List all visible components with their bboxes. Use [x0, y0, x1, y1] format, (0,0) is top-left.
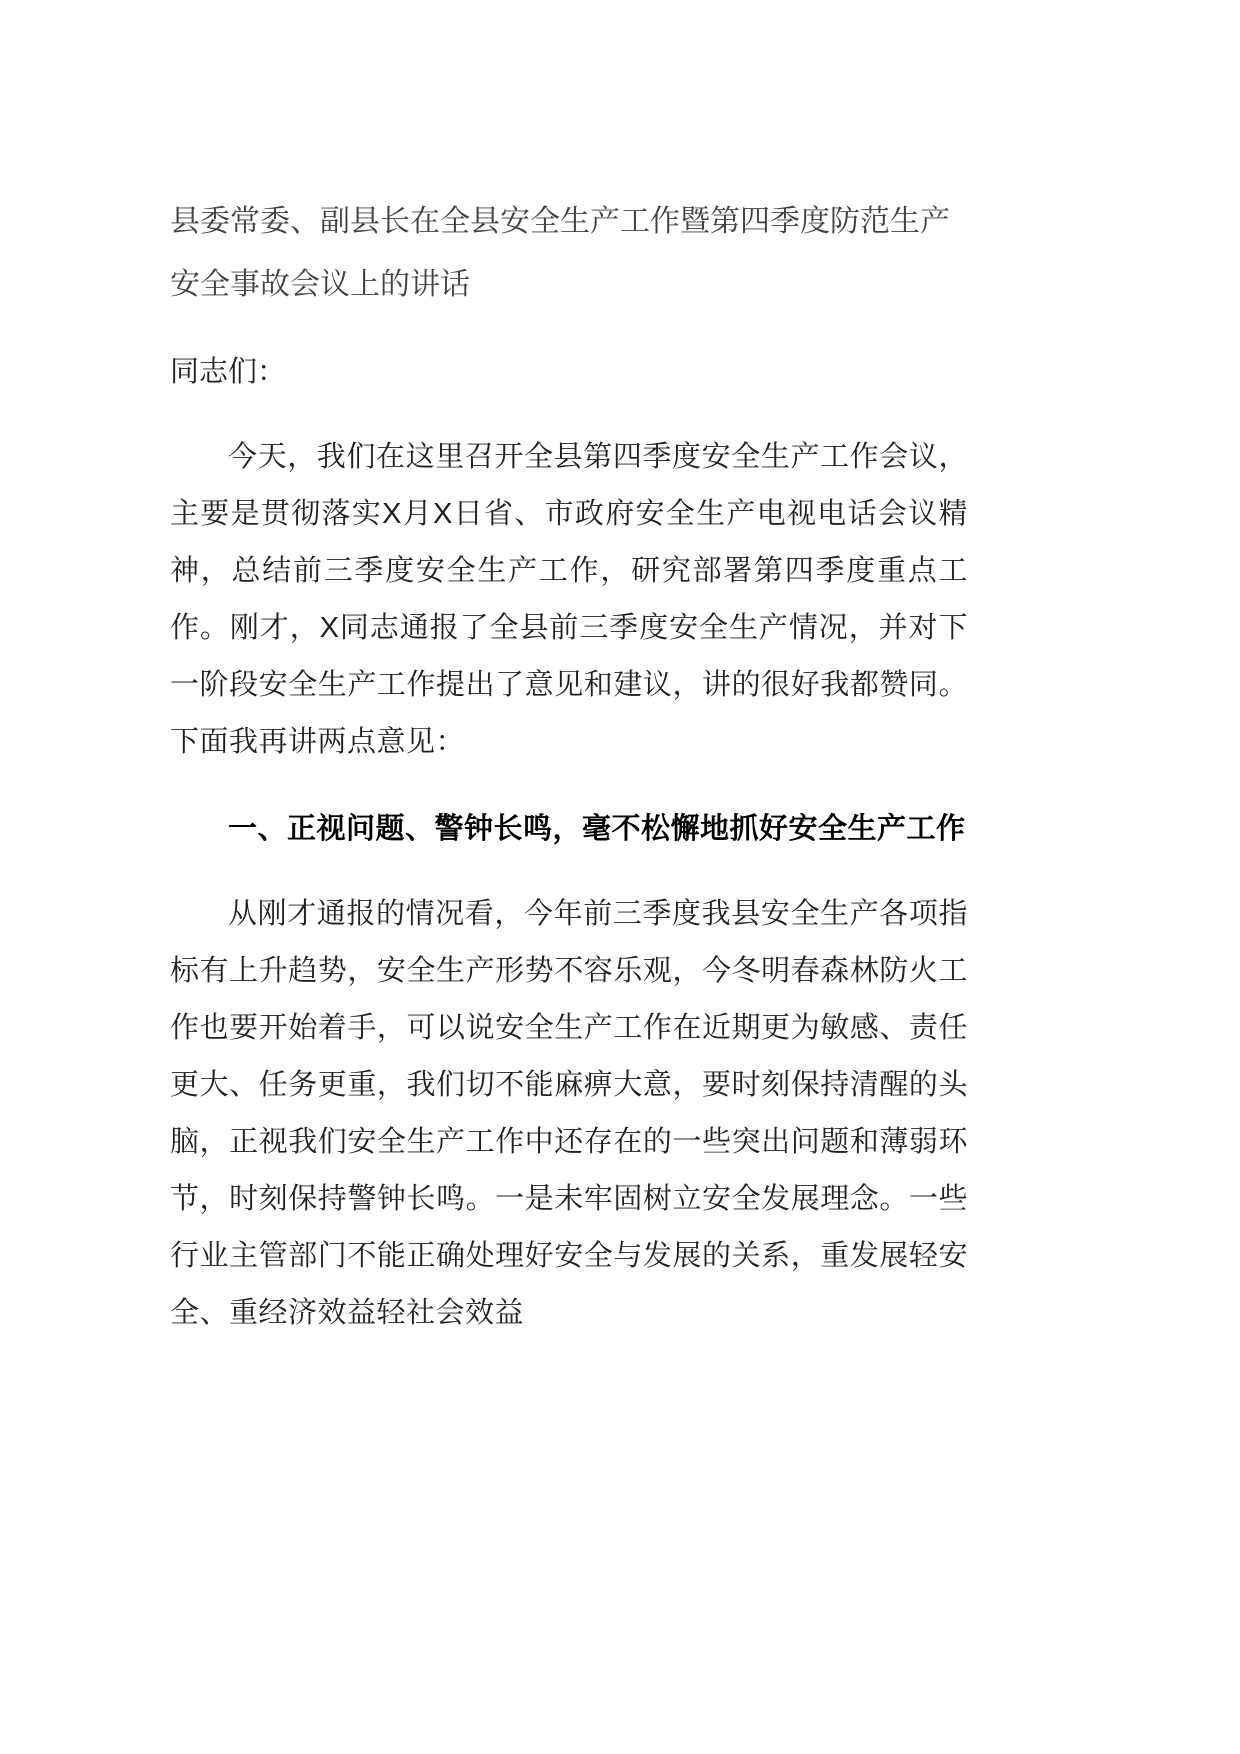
section-1-paragraph: 从刚才通报的情况看，今年前三季度我县安全生产各项指标有上升趋势，安全生产形势不容乐观，今冬明春森林防火工作也要开始着手，可以说安全生产工作在近期更为敏感、责任更大、任务更重，我们切不能麻痹大意，要时刻保持清醒的头脑，正视我们安全生产工作中还存在的一些突出问题和薄弱环节，时刻保持警钟长鸣。一是未牢固树立安全发展理念。一些行业主管部门不能正确处理好安全与发展的关系，重发展轻安全、重经济效益轻社会效益	[170, 898, 968, 1329]
section-1-heading: 一、正视问题、警钟长鸣，毫不松懈地抓好安全生产工作	[228, 813, 966, 845]
intro-paragraph: 今天，我们在这里召开全县第四季度安全生产工作会议，主要是贯彻落实X月X日省、市政府安全生产电视电话会议精神，总结前三季度安全生产工作，研究部署第四季度重点工作。刚才，X同志通报了全县前三季度安全生产情况，并对下一阶段安全生产工作提出了意见和建议，讲的很好我都赞同。下面我再讲两点意见：	[170, 441, 968, 758]
salutation-line: 同志们：	[170, 356, 287, 388]
document-title: 县委常委、副县长在全县安全生产工作暨第四季度防范生产安全事故会议上的讲话	[170, 205, 950, 301]
